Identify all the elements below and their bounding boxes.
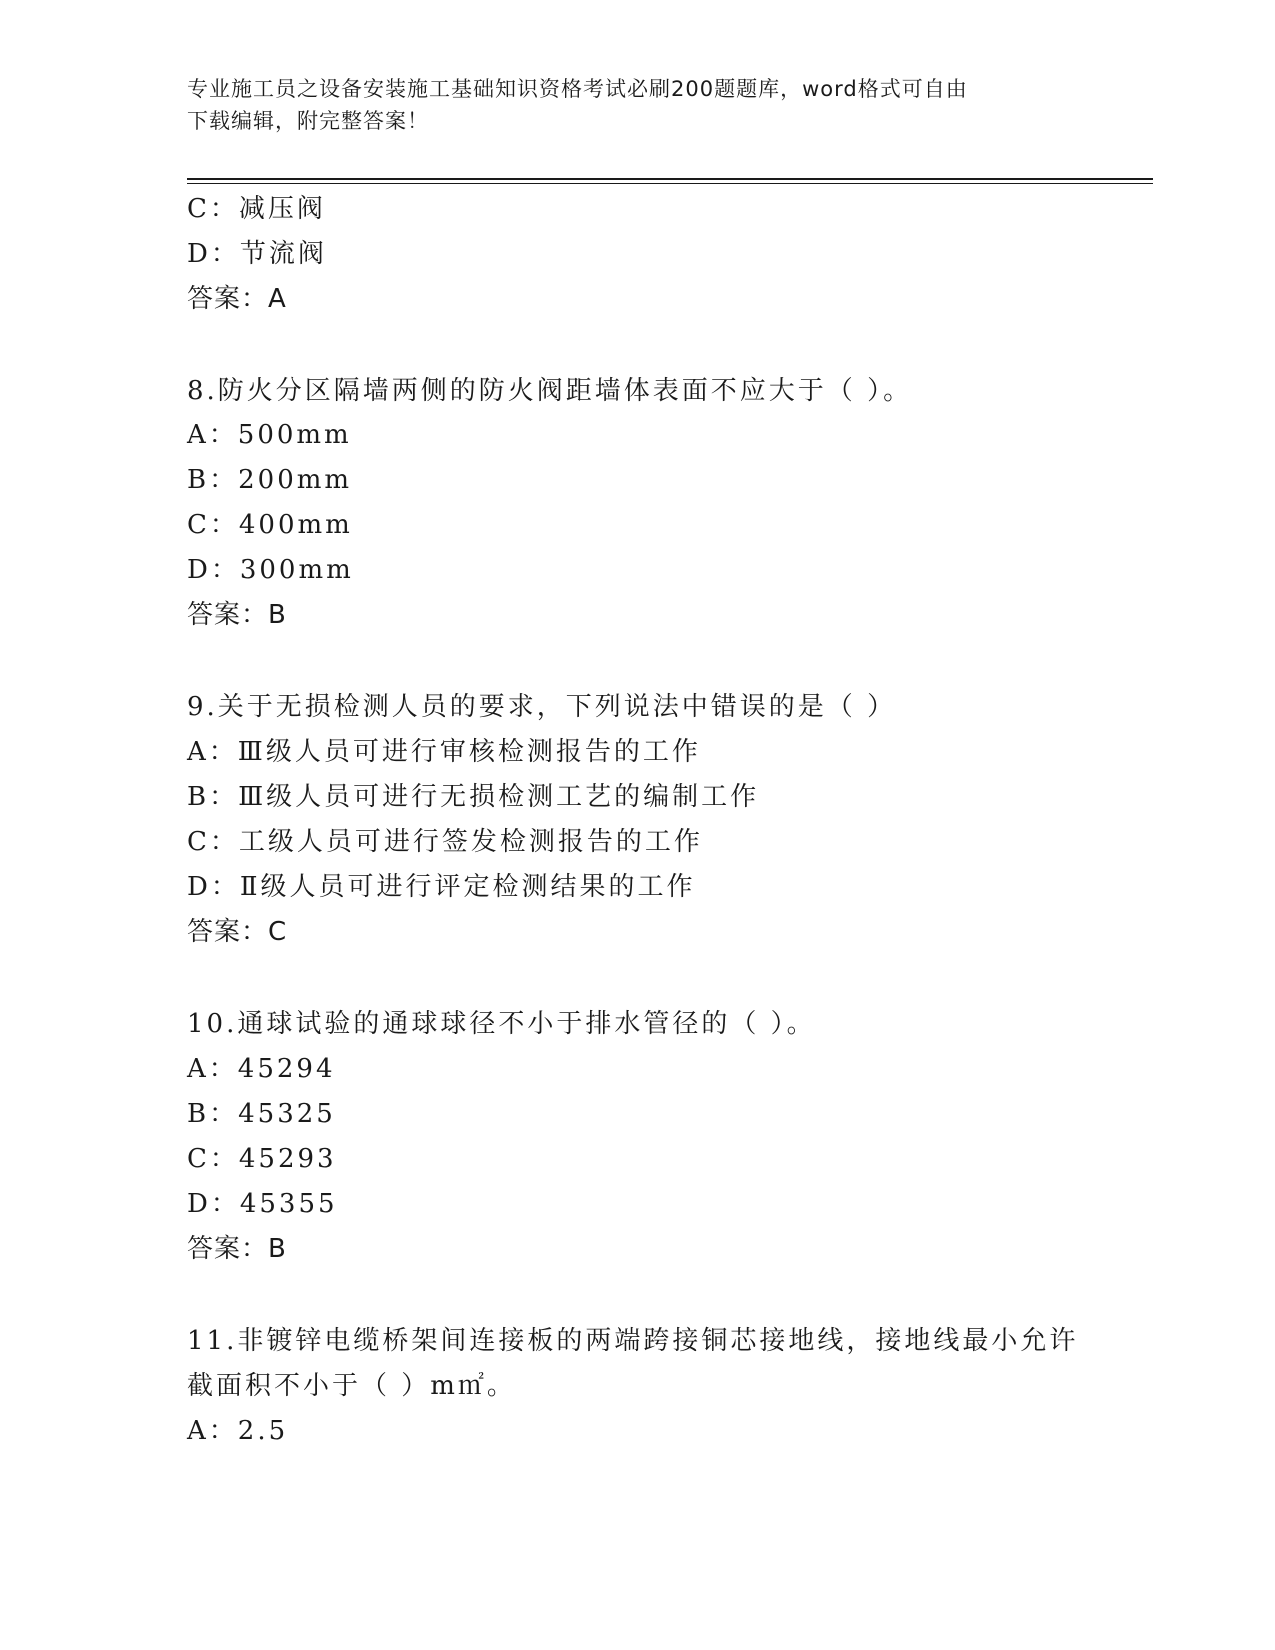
q7-option-c: C：减压阀 bbox=[187, 194, 326, 224]
q9-option-b: B：Ⅲ级人员可进行无损检测工艺的编制工作 bbox=[187, 782, 760, 812]
q8-option-a: A：500mm bbox=[187, 420, 352, 450]
q8-answer: 答案：B bbox=[187, 600, 287, 630]
q10-option-c: C：45293 bbox=[187, 1144, 337, 1174]
q9-option-d: D：Ⅱ级人员可进行评定检测结果的工作 bbox=[187, 872, 696, 902]
q10-option-d: D：45355 bbox=[187, 1189, 338, 1219]
q11-stem-line-1: 11.非镀锌电缆桥架间连接板的两端跨接铜芯接地线，接地线最小允许 bbox=[187, 1326, 1079, 1356]
document-header bbox=[187, 73, 1087, 137]
q10-option-a: A：45294 bbox=[187, 1054, 336, 1084]
q8-option-b: B：200mm bbox=[187, 465, 353, 495]
q11-option-a: A：2.5 bbox=[187, 1416, 289, 1446]
header-line-1: 专业施工员之设备安装施工基础知识资格考试必刷200题题库，word格式可自由 bbox=[187, 77, 968, 101]
q7-answer: 答案：A bbox=[187, 284, 287, 314]
header-rule-top bbox=[187, 178, 1153, 180]
q10-answer: 答案：B bbox=[187, 1234, 287, 1264]
q9-option-a: A：Ⅲ级人员可进行审核检测报告的工作 bbox=[187, 737, 701, 767]
header-line-2: 下载编辑，附完整答案！ bbox=[187, 109, 429, 133]
q9-option-c: C：工级人员可进行签发检测报告的工作 bbox=[187, 827, 703, 857]
q8-stem: 8.防火分区隔墙两侧的防火阀距墙体表面不应大于（ ）。 bbox=[187, 376, 913, 406]
q10-stem: 10.通球试验的通球球径不小于排水管径的（ ）。 bbox=[187, 1009, 816, 1039]
q8-option-d: D：300mm bbox=[187, 555, 354, 585]
q11-stem-line-2: 截面积不小于（ ）m㎡。 bbox=[187, 1371, 516, 1401]
q9-stem: 9.关于无损检测人员的要求，下列说法中错误的是（ ） bbox=[187, 692, 897, 722]
q8-option-c: C：400mm bbox=[187, 510, 353, 540]
q10-option-b: B：45325 bbox=[187, 1099, 336, 1129]
header-rule-bottom bbox=[187, 183, 1153, 184]
q7-option-d: D：节流阀 bbox=[187, 239, 327, 269]
q9-answer: 答案：C bbox=[187, 917, 288, 947]
